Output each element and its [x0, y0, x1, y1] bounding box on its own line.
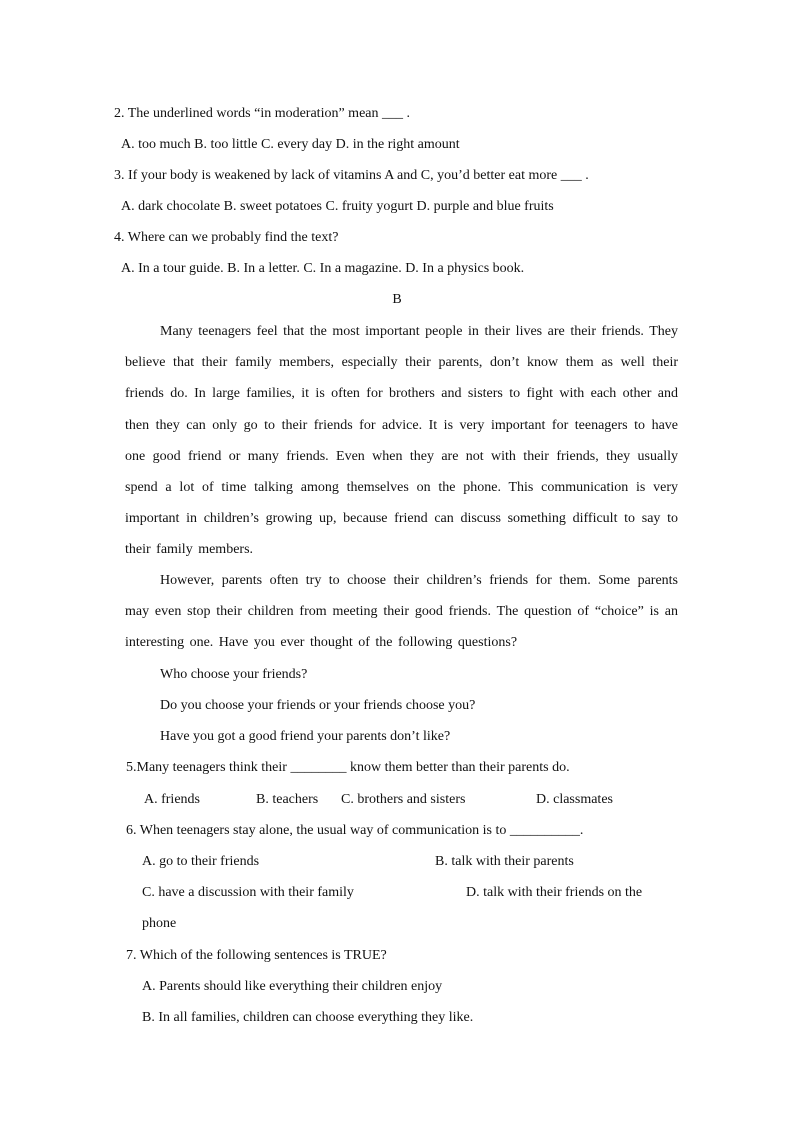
- q2-stem: 2. The underlined words “in moderation” mean ___ .: [114, 106, 410, 121]
- passage-question-3: Have you got a good friend your parents don’t like?: [160, 729, 451, 744]
- q6-option-c: C. have a discussion with their family: [142, 885, 354, 900]
- passage-question-1: Who choose your friends?: [160, 667, 308, 682]
- q7-option-a: A. Parents should like everything their children enjoy: [142, 979, 443, 994]
- q2-options: A. too much B. too little C. every day D. in the right amount: [121, 137, 460, 152]
- section-heading-b: B: [392, 292, 402, 307]
- q5-option-b: B. teachers: [256, 792, 319, 807]
- q5-stem: 5.Many teenagers think their ________ know them better than their parents do.: [126, 760, 570, 775]
- q6-option-b: B. talk with their parents: [435, 854, 574, 869]
- q5-option-a: A. friends: [144, 792, 200, 807]
- q6-option-a: A. go to their friends: [142, 854, 260, 869]
- q4-stem: 4. Where can we probably find the text?: [114, 230, 339, 245]
- q5-option-c: C. brothers and sisters: [341, 792, 466, 807]
- q5-option-d: D. classmates: [536, 792, 613, 807]
- q6-stem: 6. When teenagers stay alone, the usual way of communication is to __________.: [126, 823, 584, 838]
- q7-stem: 7. Which of the following sentences is TRUE?: [126, 948, 387, 963]
- q4-options: A. In a tour guide. B. In a letter. C. In a magazine. D. In a physics book.: [121, 261, 525, 276]
- q3-stem: 3. If your body is weakened by lack of vitamins A and C, you’d better eat more ___ .: [114, 168, 589, 183]
- q3-options: A. dark chocolate B. sweet potatoes C. fruity yogurt D. purple and blue fruits: [121, 199, 554, 214]
- passage-question-2: Do you choose your friends or your friends choose you?: [160, 698, 476, 713]
- q6-option-d: D. talk with their friends on the: [466, 885, 643, 900]
- passage-paragraph-2: However, parents often try to choose their children’s friends for them. Some parents may even stop their children from meeting their good friends. The question of “choice” is an interesting one. Have you ever thought of the following questions?: [125, 573, 678, 651]
- q7-option-b: B. In all families, children can choose everything they like.: [142, 1010, 474, 1025]
- passage-paragraph-1: Many teenagers feel that the most important people in their lives are their friends. They believe that their family members, especially their parents, don’t know them as well their friends do. In large families, it is often for brothers and sisters to fight with each other and then they can only go to their friends for advice. It is very important for teenagers to have one good friend or many friends. Even when they are not with their friends, they usually spend a lot of time talking among themselves on the phone. This communication is very important in children’s growing up, because friend can discuss something difficult to say to their family members.: [125, 324, 678, 558]
- q6-option-d-continued: phone: [142, 916, 177, 931]
